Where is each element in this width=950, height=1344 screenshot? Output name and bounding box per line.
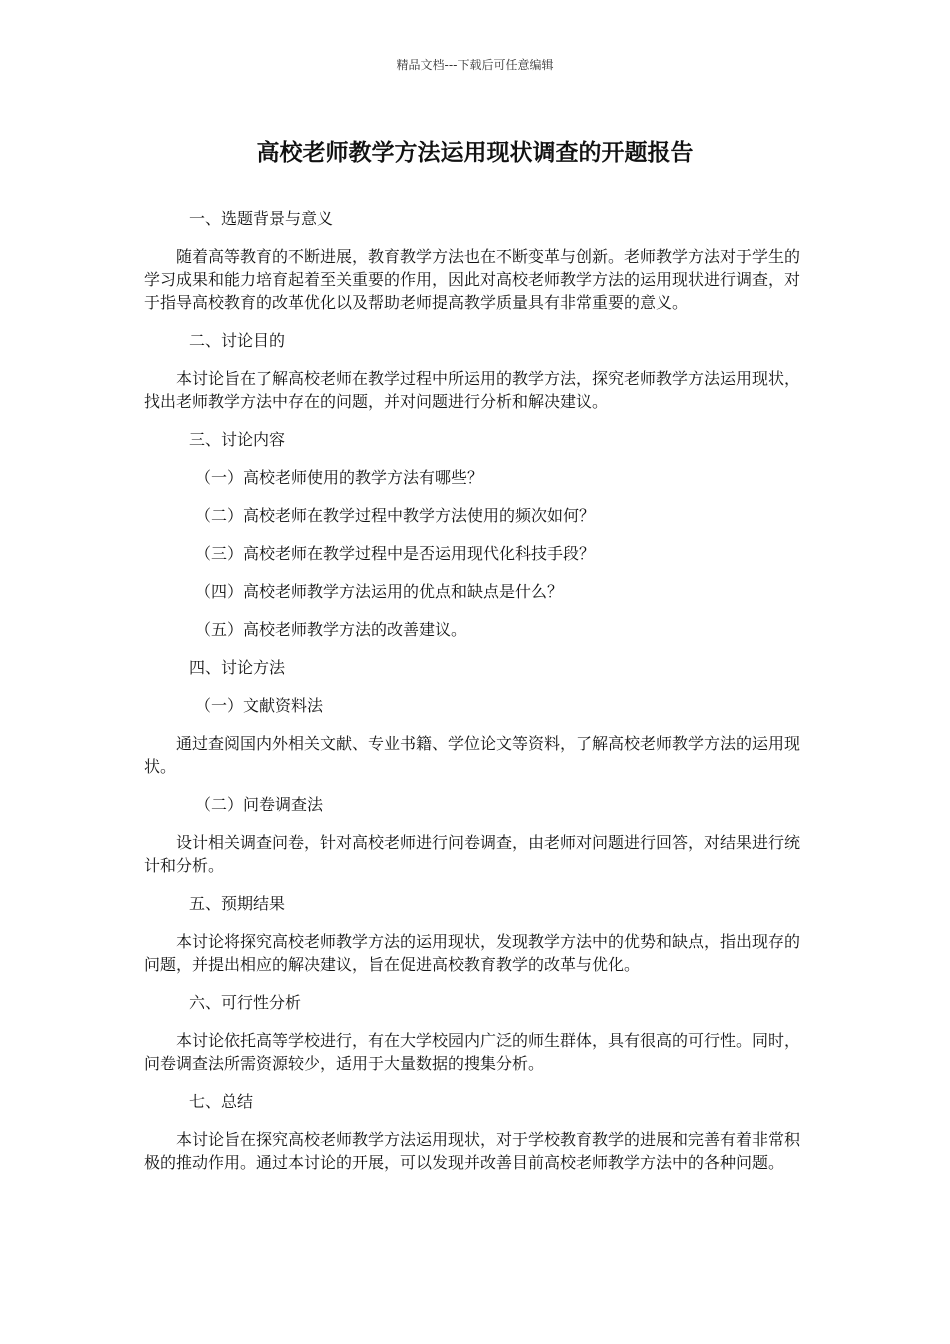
sub-item: （三）高校老师在教学过程中是否运用现代化科技手段？ bbox=[195, 544, 596, 563]
paragraph: 设计相关调查问卷，针对高校老师进行问卷调查，由老师对问题进行回答，对结果进行统计和分析。 bbox=[144, 833, 801, 875]
section-heading: 六、可行性分析 bbox=[189, 993, 302, 1012]
section-heading: 一、选题背景与意义 bbox=[189, 209, 334, 228]
paragraph: 本讨论将探究高校老师教学方法的运用现状，发现教学方法中的优势和缺点，指出现存的问题，并提出相应的解决建议，旨在促进高校教育教学的改革与优化。 bbox=[144, 932, 801, 974]
sub-item: （四）高校老师教学方法运用的优点和缺点是什么？ bbox=[195, 582, 564, 601]
section-heading: 七、总结 bbox=[189, 1092, 254, 1111]
paragraph: 通过查阅国内外相关文献、专业书籍、学位论文等资料，了解高校老师教学方法的运用现状。 bbox=[144, 734, 801, 776]
section-heading: 五、预期结果 bbox=[189, 894, 286, 913]
sub-item: （一）文献资料法 bbox=[195, 696, 324, 715]
paragraph: 本讨论旨在探究高校老师教学方法运用现状，对于学校教育教学的进展和完善有着非常积极的推动作用。通过本讨论的开展，可以发现并改善目前高校老师教学方法中的各种问题。 bbox=[144, 1130, 801, 1172]
sub-item: （二）问卷调查法 bbox=[195, 795, 324, 814]
paragraph: 本讨论依托高等学校进行，有在大学校园内广泛的师生群体，具有很高的可行性。同时，问卷调查法所需资源较少，适用于大量数据的搜集分析。 bbox=[144, 1031, 801, 1073]
sub-item: （一）高校老师使用的教学方法有哪些？ bbox=[195, 468, 484, 487]
sub-item: （二）高校老师在教学过程中教学方法使用的频次如何？ bbox=[195, 506, 596, 525]
paragraph: 随着高等教育的不断进展，教育教学方法也在不断变革与创新。老师教学方法对于学生的学习成果和能力培育起着至关重要的作用，因此对高校老师教学方法的运用现状进行调查，对于指导高校教育的改革优化以及帮助老师提高教学质量具有非常重要的意义。 bbox=[144, 247, 801, 312]
section-heading: 四、讨论方法 bbox=[189, 658, 286, 677]
sub-item: （五）高校老师教学方法的改善建议。 bbox=[195, 620, 468, 639]
section-heading: 三、讨论内容 bbox=[189, 430, 286, 449]
document-title: 高校老师教学方法运用现状调查的开题报告 bbox=[256, 140, 694, 166]
section-heading: 二、讨论目的 bbox=[189, 331, 286, 350]
page-header: 精品文档---下载后可任意编辑 bbox=[396, 58, 554, 72]
paragraph: 本讨论旨在了解高校老师在教学过程中所运用的教学方法，探究老师教学方法运用现状，找出老师教学方法中存在的问题，并对问题进行分析和解决建议。 bbox=[144, 369, 801, 411]
document-body bbox=[144, 207, 812, 1189]
